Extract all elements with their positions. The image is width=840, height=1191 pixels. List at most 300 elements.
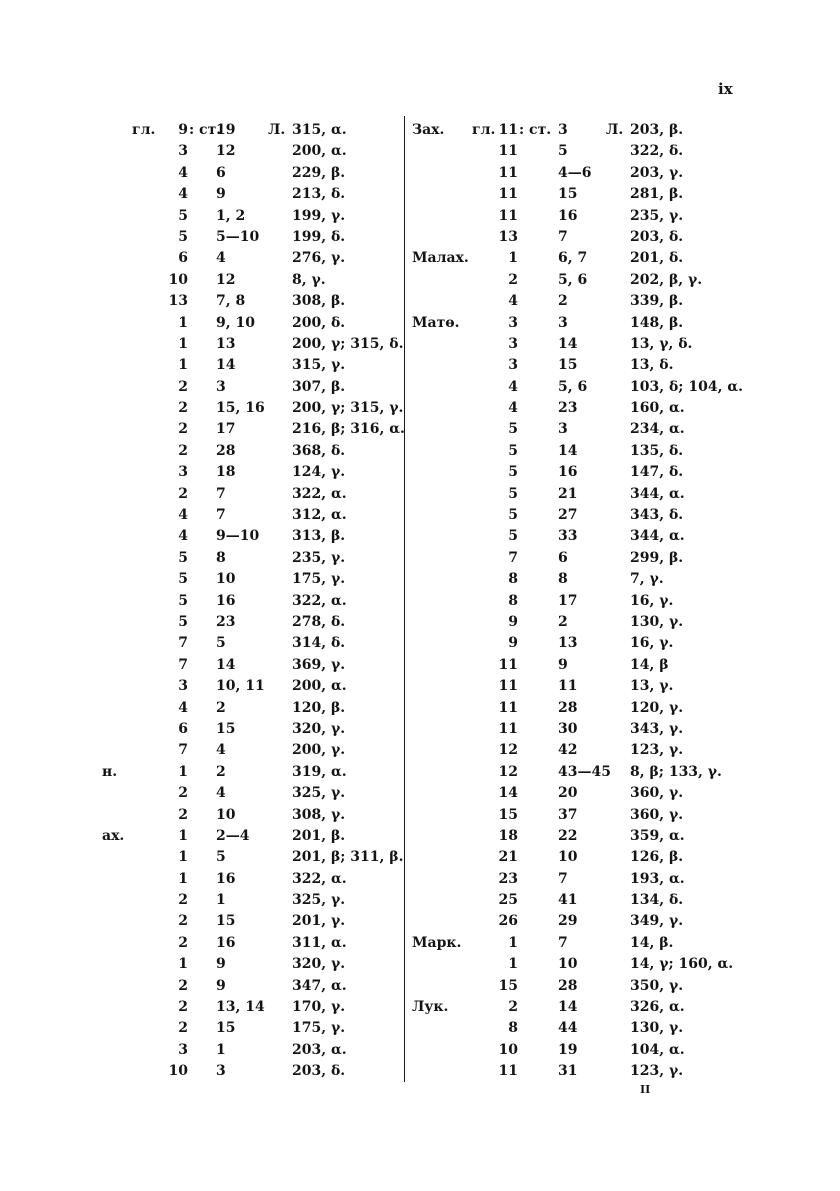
verse-number: 5	[216, 849, 226, 866]
index-entry	[120, 184, 402, 205]
page-reference: 8, β; 133, γ.	[630, 763, 722, 780]
left-index-column	[102, 120, 405, 1083]
verse-number: 4	[216, 785, 226, 802]
page-reference: 229, β.	[292, 164, 346, 181]
index-entry	[408, 1061, 748, 1082]
verse-number: 3	[558, 421, 568, 438]
page-reference: 130, γ.	[630, 613, 684, 630]
verse-number: 33	[558, 528, 578, 545]
verse-number: 6	[216, 164, 226, 181]
page-reference: 201, γ.	[292, 913, 346, 930]
chapter-number: 11	[498, 164, 518, 181]
chapter-number: 5	[508, 442, 518, 459]
index-entry	[408, 184, 748, 205]
chapter-number: 6	[178, 250, 188, 267]
index-entry	[408, 762, 748, 783]
verse-number: 5	[216, 635, 226, 652]
index-entry	[120, 163, 402, 184]
verse-number: 15	[216, 1020, 236, 1037]
chapter-number: 7	[178, 656, 188, 673]
page-reference: 7, γ.	[630, 571, 664, 588]
chapter-number: 13	[498, 228, 518, 245]
verse-number: 14	[558, 999, 578, 1016]
verse-number: 15	[558, 357, 578, 374]
chapter-number: 1	[508, 956, 518, 973]
page-reference: 343, γ.	[630, 720, 684, 737]
page-reference: 308, γ.	[292, 806, 346, 823]
chapter-number: 3	[508, 335, 518, 352]
chapter-number: 11	[498, 186, 518, 203]
chapter-number: 3	[178, 464, 188, 481]
page-reference: 203, α.	[292, 1041, 347, 1058]
index-entry	[120, 655, 402, 676]
page-reference: 200, γ.	[292, 742, 346, 759]
verse-number: 17	[216, 421, 236, 438]
chapter-number: 2	[508, 271, 518, 288]
page-reference: 203, β.	[630, 122, 684, 138]
verse-number: 16	[216, 592, 236, 609]
verse-number: 23	[216, 613, 236, 630]
page-reference: 201, δ.	[630, 250, 684, 267]
page-reference: 343, δ.	[630, 507, 684, 524]
verse-number: 16	[216, 934, 236, 951]
chapter-number: 11	[498, 122, 518, 138]
page-reference: 350, γ.	[630, 977, 684, 994]
page-reference: 16, γ.	[630, 592, 674, 609]
page-reference: 322, α.	[292, 870, 347, 887]
verse-number: 23	[558, 400, 578, 417]
page-reference: 203, δ.	[630, 228, 684, 245]
page-reference: 8, γ.	[292, 271, 326, 288]
chapter-number: 5	[178, 571, 188, 588]
index-entry	[408, 890, 748, 911]
index-entry	[408, 163, 748, 184]
page-reference: 234, α.	[630, 421, 685, 438]
chapter-number: 11	[498, 656, 518, 673]
verse-number: 13	[216, 335, 236, 352]
chapter-number: 5	[508, 421, 518, 438]
index-entry	[408, 248, 748, 269]
page-reference: 160, α.	[630, 400, 685, 417]
chapter-number: 4	[508, 293, 518, 310]
index-entry	[120, 548, 402, 569]
chapter-number: 13	[168, 293, 188, 310]
book-label: н.	[102, 763, 118, 780]
verse-number: 31	[558, 1063, 578, 1080]
verse-number: 4	[216, 250, 226, 267]
page-reference: 200, α.	[292, 678, 347, 695]
page-reference: 320, γ.	[292, 720, 346, 737]
page-reference: 276, γ.	[292, 250, 346, 267]
chapter-number: 9	[508, 635, 518, 652]
verse-number: 17	[558, 592, 578, 609]
page-reference: 201, β; 311, β.	[292, 849, 404, 866]
verse-number: 41	[558, 892, 578, 909]
verse-number: 4—6	[558, 164, 592, 181]
index-entry	[408, 377, 748, 398]
verse-number: 15	[216, 913, 236, 930]
verse-number: 43—45	[558, 763, 611, 780]
chapter-number: 2	[178, 977, 188, 994]
verse-number: 2	[216, 763, 226, 780]
verse-number: 1	[216, 1041, 226, 1058]
index-entry	[120, 291, 402, 312]
index-entry	[120, 1040, 402, 1061]
verse-number: 6	[558, 549, 568, 566]
verse-number: 7	[558, 934, 568, 951]
page-reference: 175, γ.	[292, 571, 346, 588]
index-entry	[408, 355, 748, 376]
index-entry	[408, 441, 748, 462]
page-reference: 120, γ.	[630, 699, 684, 716]
page-reference: 319, α.	[292, 763, 347, 780]
index-entry	[408, 206, 748, 227]
chapter-number: 2	[178, 400, 188, 417]
verse-number: 5, 6	[558, 271, 588, 288]
chapter-number: 5	[508, 485, 518, 502]
index-entry	[120, 933, 402, 954]
index-entry	[120, 911, 402, 932]
printer-signature: II	[640, 1083, 651, 1096]
chapter-number: 2	[178, 378, 188, 395]
index-entry	[120, 398, 402, 419]
verse-number: 7	[216, 485, 226, 502]
chapter-number: 5	[178, 613, 188, 630]
chapter-number: 3	[508, 314, 518, 331]
index-entry	[120, 484, 402, 505]
index-entry	[408, 869, 748, 890]
index-entry	[408, 719, 748, 740]
index-entry	[120, 869, 402, 890]
chapter-number: 23	[498, 870, 518, 887]
verse-number: 15	[558, 186, 578, 203]
verse-number: 37	[558, 806, 578, 823]
page-reference: 14, β.	[630, 934, 674, 951]
chapter-number: 9	[508, 613, 518, 630]
index-entry	[408, 227, 748, 248]
page-reference: 322, α.	[292, 485, 347, 502]
chapter-number: 4	[178, 528, 188, 545]
index-entry	[408, 313, 748, 334]
verse-number: 3	[558, 314, 568, 331]
page-reference: 135, δ.	[630, 442, 684, 459]
index-entry	[120, 783, 402, 804]
chapter-number: 1	[178, 956, 188, 973]
verse-number: 10	[216, 571, 236, 588]
index-entry	[408, 805, 748, 826]
page-reference: 203, δ.	[292, 1063, 346, 1080]
chapter-number: 11	[498, 207, 518, 224]
index-entry	[408, 976, 748, 997]
verse-number: 15, 16	[216, 400, 265, 417]
chapter-number: 12	[498, 763, 518, 780]
verse-number: 30	[558, 720, 578, 737]
chapter-number: 10	[498, 1041, 518, 1058]
verse-number: 27	[558, 507, 578, 524]
page-reference: 312, α.	[292, 507, 347, 524]
chapter-number: 1	[178, 870, 188, 887]
page-reference: 320, γ.	[292, 956, 346, 973]
chapter-number: 12	[498, 742, 518, 759]
index-entry	[102, 762, 402, 783]
chapter-number: 5	[508, 464, 518, 481]
chapter-number: 5	[508, 507, 518, 524]
page-reference: 326, α.	[630, 999, 685, 1016]
page-reference: 202, β, γ.	[630, 271, 703, 288]
book-label: Матө.	[412, 314, 460, 331]
chapter-number: 5	[178, 549, 188, 566]
chapter-number: 2	[178, 806, 188, 823]
chapter-prefix: гл.	[132, 122, 156, 138]
verse-prefix: : ст.	[519, 122, 552, 138]
chapter-number: 8	[508, 1020, 518, 1037]
page-reference: 104, α.	[630, 1041, 685, 1058]
page-reference: 14, γ; 160, α.	[630, 956, 734, 973]
index-entry	[120, 462, 402, 483]
verse-number: 14	[558, 335, 578, 352]
index-entry	[120, 633, 402, 654]
verse-number: 7	[558, 228, 568, 245]
chapter-number: 3	[508, 357, 518, 374]
index-entry	[408, 569, 748, 590]
chapter-number: 3	[178, 1041, 188, 1058]
chapter-number: 8	[508, 592, 518, 609]
verse-number: 28	[216, 442, 236, 459]
index-entry	[408, 698, 748, 719]
index-entry	[408, 419, 748, 440]
chapter-number: 1	[178, 827, 188, 844]
page-reference: 235, γ.	[292, 549, 346, 566]
page-reference: 359, α.	[630, 827, 685, 844]
page-reference: 322, α.	[292, 592, 347, 609]
page-reference: 325, γ.	[292, 892, 346, 909]
index-entry	[102, 826, 402, 847]
book-label: Зах.	[412, 122, 445, 138]
right-index-column	[408, 120, 748, 1083]
chapter-number: 11	[498, 1063, 518, 1080]
verse-number: 16	[558, 207, 578, 224]
chapter-number: 18	[498, 827, 518, 844]
page-reference: 369, γ.	[292, 656, 346, 673]
page-reference: 13, γ.	[630, 678, 674, 695]
chapter-number: 4	[178, 699, 188, 716]
verse-number: 5—10	[216, 228, 260, 245]
verse-number: 20	[558, 785, 578, 802]
verse-number: 8	[216, 549, 226, 566]
page-reference: 278, δ.	[292, 613, 346, 630]
verse-number: 16	[216, 870, 236, 887]
chapter-number: 2	[178, 892, 188, 909]
verse-number: 42	[558, 742, 578, 759]
chapter-number: 5	[178, 592, 188, 609]
page-reference: 13, γ, δ.	[630, 335, 693, 352]
page-reference: 200, δ.	[292, 314, 346, 331]
page-reference: 368, δ.	[292, 442, 346, 459]
chapter-number: 2	[178, 934, 188, 951]
page-reference: 235, γ.	[630, 207, 684, 224]
page-reference: 314, δ.	[292, 635, 346, 652]
index-entry	[120, 270, 402, 291]
page-reference: 200, α.	[292, 143, 347, 160]
verse-number: 1	[216, 892, 226, 909]
verse-number: 5, 6	[558, 378, 588, 395]
index-entry	[120, 954, 402, 975]
index-entry	[408, 847, 748, 868]
verse-number: 3	[558, 122, 568, 138]
verse-number: 14	[216, 357, 236, 374]
index-entry	[408, 120, 748, 141]
page-number: ix	[718, 80, 733, 98]
page-reference: 170, γ.	[292, 999, 346, 1016]
chapter-number: 2	[178, 785, 188, 802]
chapter-number: 2	[508, 999, 518, 1016]
chapter-number: 2	[178, 1020, 188, 1037]
verse-number: 14	[558, 442, 578, 459]
verse-number: 44	[558, 1020, 578, 1037]
index-entry	[120, 505, 402, 526]
page-reference: 347, α.	[292, 977, 347, 994]
verse-number: 10	[558, 849, 578, 866]
index-entry	[120, 355, 402, 376]
chapter-prefix: гл.	[472, 122, 496, 138]
verse-number: 11	[558, 678, 578, 695]
chapter-number: 2	[178, 913, 188, 930]
index-entry	[408, 633, 748, 654]
index-entry	[120, 227, 402, 248]
verse-number: 10	[558, 956, 578, 973]
chapter-number: 1	[178, 357, 188, 374]
page-prefix: Л.	[606, 122, 624, 138]
page-reference: 123, γ.	[630, 1063, 684, 1080]
index-entry	[408, 933, 748, 954]
page-reference: 360, γ.	[630, 785, 684, 802]
chapter-number: 11	[498, 720, 518, 737]
chapter-number: 5	[178, 228, 188, 245]
page-reference: 213, δ.	[292, 186, 346, 203]
page-reference: 199, δ.	[292, 228, 346, 245]
column-divider	[404, 116, 405, 1082]
chapter-number: 1	[508, 250, 518, 267]
chapter-number: 4	[178, 507, 188, 524]
chapter-number: 6	[178, 720, 188, 737]
index-entry	[120, 377, 402, 398]
verse-number: 5	[558, 143, 568, 160]
chapter-number: 2	[178, 999, 188, 1016]
page-reference: 325, γ.	[292, 785, 346, 802]
verse-number: 18	[216, 464, 236, 481]
chapter-number: 11	[498, 678, 518, 695]
index-entry	[408, 462, 748, 483]
verse-number: 9	[216, 956, 226, 973]
page-reference: 216, β; 316, α.	[292, 421, 405, 438]
verse-number: 6, 7	[558, 250, 588, 267]
index-entry	[120, 1018, 402, 1039]
verse-number: 12	[216, 271, 236, 288]
verse-number: 21	[558, 485, 578, 502]
index-entry	[120, 141, 402, 162]
index-entry	[408, 141, 748, 162]
verse-number: 4	[216, 742, 226, 759]
verse-number: 14	[216, 656, 236, 673]
index-entry	[408, 270, 748, 291]
chapter-number: 10	[168, 271, 188, 288]
page-reference: 360, γ.	[630, 806, 684, 823]
index-entry	[408, 954, 748, 975]
chapter-number: 2	[178, 421, 188, 438]
page-reference: 13, δ.	[630, 357, 674, 374]
page-reference: 322, δ.	[630, 143, 684, 160]
chapter-number: 1	[178, 335, 188, 352]
page-reference: 344, α.	[630, 485, 685, 502]
index-entry	[120, 591, 402, 612]
verse-number: 16	[558, 464, 578, 481]
verse-number: 9, 10	[216, 314, 255, 331]
verse-number: 9	[558, 656, 568, 673]
index-entry	[408, 334, 748, 355]
index-entry	[120, 847, 402, 868]
index-entry	[120, 976, 402, 997]
verse-number: 9—10	[216, 528, 260, 545]
index-entry	[120, 441, 402, 462]
verse-number: 10, 11	[216, 678, 265, 695]
index-entry	[120, 805, 402, 826]
index-entry	[408, 591, 748, 612]
verse-number: 3	[216, 378, 226, 395]
index-entry	[120, 698, 402, 719]
page-reference: 311, α.	[292, 934, 347, 951]
index-entry	[120, 120, 402, 141]
verse-number: 15	[216, 720, 236, 737]
page-reference: 313, β.	[292, 528, 346, 545]
page-reference: 124, γ.	[292, 464, 346, 481]
book-label: Малах.	[412, 250, 469, 267]
chapter-number: 7	[178, 742, 188, 759]
page-reference: 307, β.	[292, 378, 346, 395]
chapter-number: 4	[178, 164, 188, 181]
verse-number: 7	[558, 870, 568, 887]
verse-number: 7, 8	[216, 293, 246, 310]
index-entry	[120, 569, 402, 590]
verse-number: 12	[216, 143, 236, 160]
index-entry	[408, 826, 748, 847]
index-entry	[408, 740, 748, 761]
index-entry	[408, 548, 748, 569]
index-entry	[408, 526, 748, 547]
index-entry	[408, 1018, 748, 1039]
page-reference: 130, γ.	[630, 1020, 684, 1037]
page-reference: 193, α.	[630, 870, 685, 887]
chapter-number: 2	[178, 485, 188, 502]
chapter-number: 21	[498, 849, 518, 866]
index-entry	[408, 676, 748, 697]
page-reference: 315, α.	[292, 122, 347, 138]
chapter-number: 3	[178, 143, 188, 160]
chapter-number: 1	[508, 934, 518, 951]
verse-number: 19	[216, 122, 236, 138]
page-reference: 120, β.	[292, 699, 346, 716]
chapter-number: 11	[498, 143, 518, 160]
verse-number: 2	[558, 613, 568, 630]
chapter-number: 5	[508, 528, 518, 545]
page-reference: 14, β	[630, 656, 669, 673]
chapter-number: 4	[178, 186, 188, 203]
page-reference: 308, β.	[292, 293, 346, 310]
index-entry	[120, 419, 405, 440]
chapter-number: 4	[508, 378, 518, 395]
verse-number: 22	[558, 827, 578, 844]
index-entry	[408, 997, 748, 1018]
page-reference: 103, δ; 104, α.	[630, 378, 743, 395]
